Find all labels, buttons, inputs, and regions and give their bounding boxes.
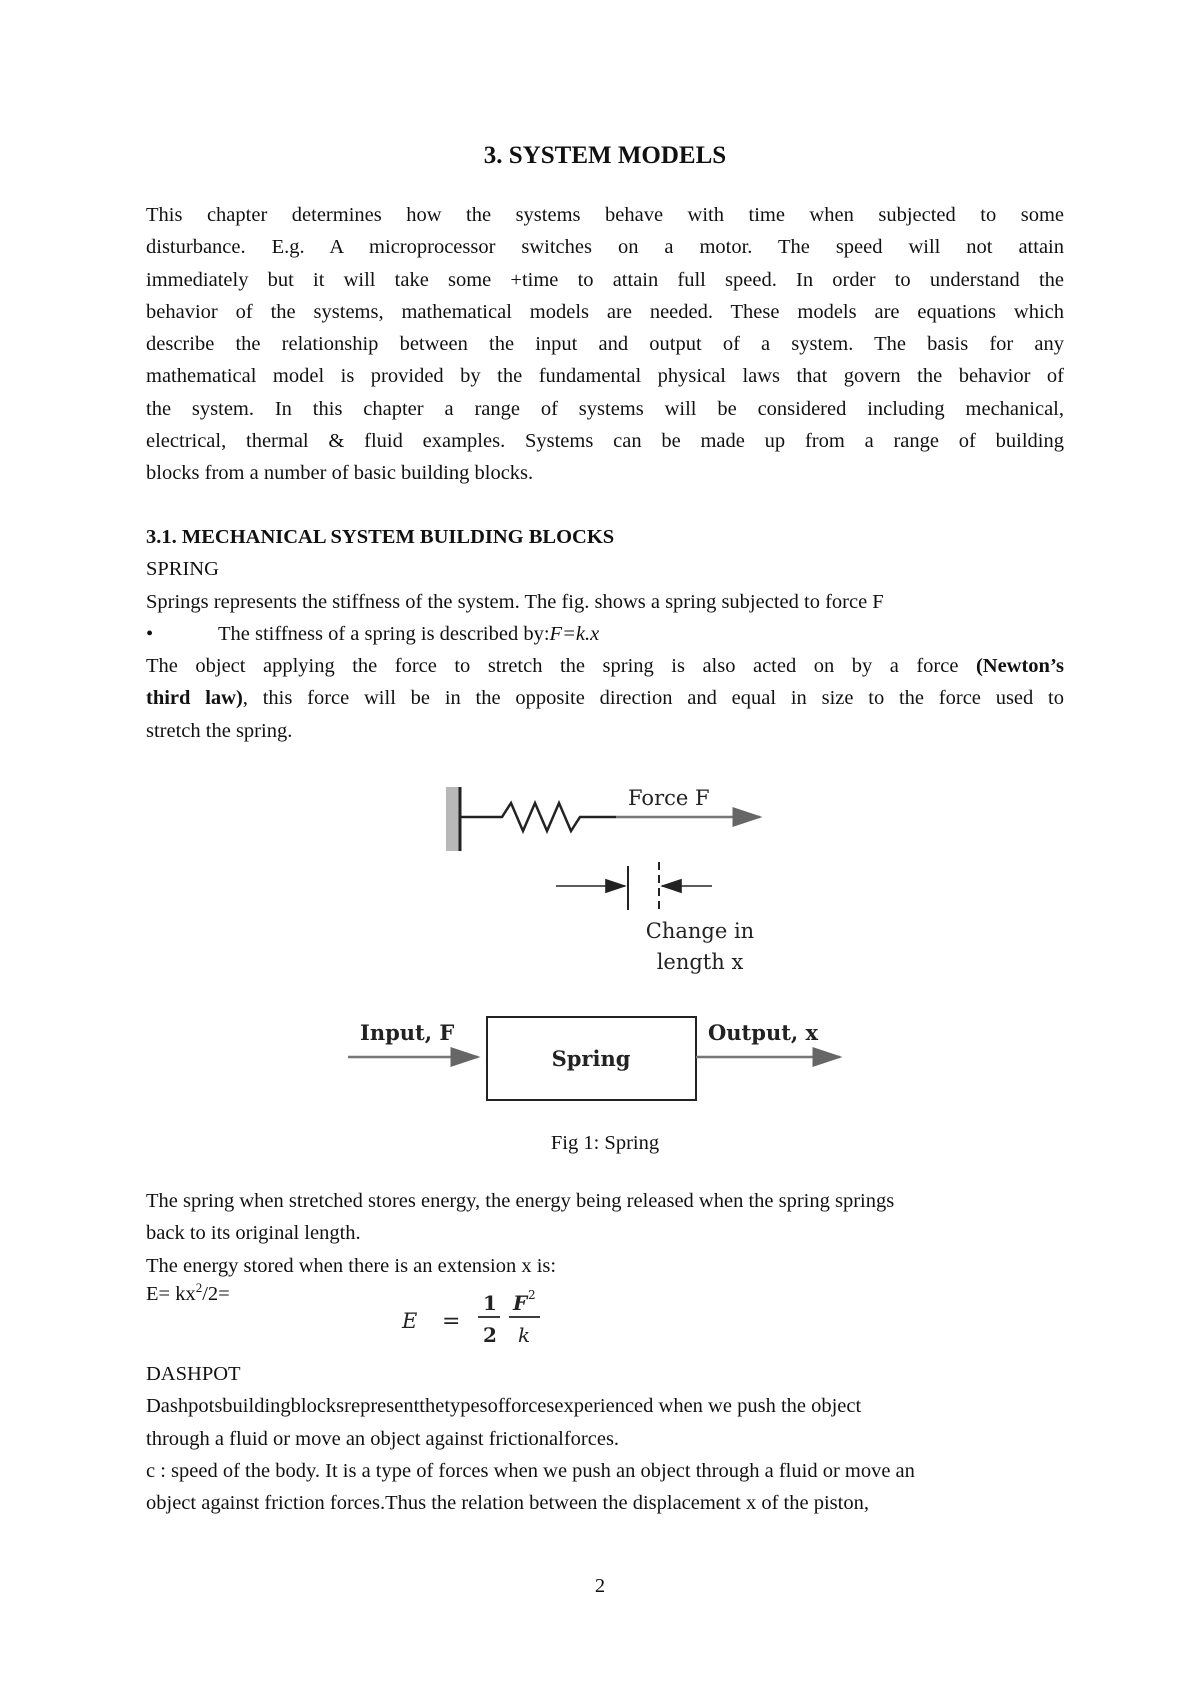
- intro-line: describe the relationship between the input and output of a system. The basis for any: [146, 333, 1064, 356]
- dashpot-line: object against friction forces.Thus the relation between the displacement x of the piston,: [146, 1492, 869, 1515]
- length-label: length x: [656, 950, 744, 974]
- spring-label: SPRING: [146, 558, 219, 581]
- section-heading: 3.1. MECHANICAL SYSTEM BUILDING BLOCKS: [146, 526, 615, 548]
- figure-caption: Fig 1: Spring: [550, 1132, 660, 1154]
- energy-line: The energy stored when there is an extension x is:: [146, 1254, 557, 1277]
- intro-line: This chapter determines how the systems behave with time when subjected to some: [146, 204, 1064, 226]
- force-label: Force F: [628, 786, 710, 810]
- energy-formula-text: $E= kx^2/2=$: [146, 1280, 230, 1305]
- input-label: Input, F: [360, 1020, 455, 1045]
- dashpot-label: DASHPOT: [146, 1363, 241, 1385]
- svg-text:1: 1: [483, 1291, 497, 1315]
- energy-line: back to its original length.: [146, 1222, 361, 1245]
- wall-hatch: [446, 787, 460, 851]
- intro-line: disturbance. E.g. A microprocessor switches on a motor. The speed will not attain: [146, 236, 1064, 259]
- svg-text:E: E: [402, 1309, 418, 1333]
- energy-paragraph: [146, 1185, 1064, 1282]
- chapter-title: 3. SYSTEM MODELS: [483, 142, 727, 169]
- dashpot-line: through a fluid or move an object against frictionalforces.: [146, 1427, 620, 1450]
- intro-line: behavior of the systems, mathematical models are needed. These models are equations which: [146, 300, 1064, 323]
- svg-text:2: 2: [483, 1323, 497, 1347]
- newton-text: The object applying the force to stretch the spring is also acted on by a force: [146, 655, 976, 678]
- stiffness-formula: F=k.x: [549, 622, 600, 645]
- bullet-text: The stiffness of a spring is described by:: [218, 622, 550, 645]
- intro-line: electrical, thermal & fluid examples. Systems can be made up from a range of building: [146, 430, 1064, 453]
- intro-line: the system. In this chapter a range of systems will be considered including mechanical,: [146, 397, 1064, 420]
- newton-bold: third law): [146, 687, 243, 710]
- dashpot-line: c : speed of the body. It is a type of forces when we push an object through a fluid or move an: [146, 1459, 915, 1482]
- spring-zigzag: [460, 803, 616, 831]
- dashpot-line: Dashpotsbuildingblocksrepresentthetypesofforcesexperienced when we push the object: [146, 1395, 862, 1418]
- page-number: 2: [594, 1575, 606, 1597]
- spring-figure: [146, 0, 1064, 1130]
- newton-bold: (Newton’s: [975, 655, 1064, 678]
- change-label: Change in: [645, 919, 755, 943]
- newton-text: stretch the spring.: [146, 719, 293, 742]
- energy-formula: [392, 1282, 562, 1350]
- intro-line: blocks from a number of basic building blocks.: [146, 462, 534, 485]
- spring-description: Springs represents the stiffness of the system. The fig. shows a spring subjected to force F: [146, 590, 884, 613]
- spring-block-label: Spring: [551, 1046, 631, 1071]
- newton-text: , this force will be in the opposite direction and equal in size to the force used to: [242, 687, 1065, 710]
- output-label: Output, x: [708, 1020, 819, 1045]
- svg-text:F: F: [513, 1291, 528, 1315]
- bullet-icon: •: [146, 622, 154, 645]
- svg-text:k: k: [518, 1323, 531, 1347]
- energy-line: The spring when stretched stores energy, the energy being released when the spring springs: [146, 1190, 895, 1212]
- svg-text:=: =: [442, 1309, 461, 1334]
- svg-text:2: 2: [528, 1288, 536, 1302]
- intro-line: mathematical model is provided by the fundamental physical laws that govern the behavior of: [146, 365, 1064, 388]
- dashpot-section: [146, 1358, 1064, 1519]
- intro-line: immediately but it will take some +time to attain full speed. In order to understand the: [146, 268, 1064, 291]
